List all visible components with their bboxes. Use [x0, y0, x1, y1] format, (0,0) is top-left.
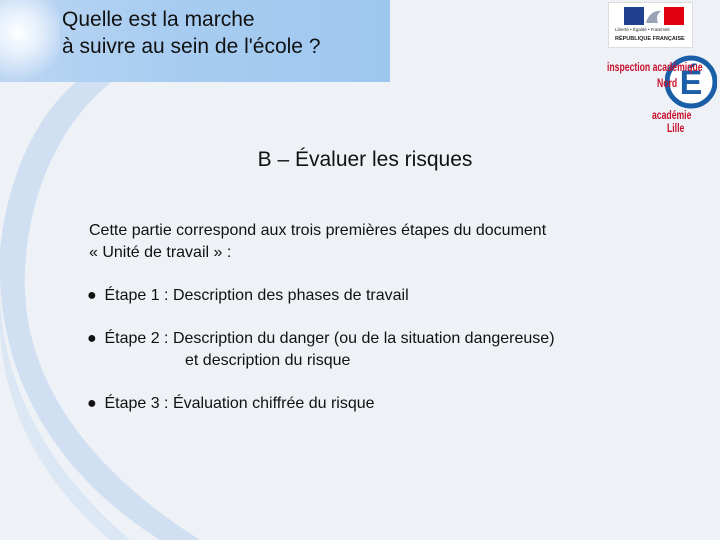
republique-francaise-logo — [608, 2, 693, 48]
nord-label: Nord — [657, 76, 678, 90]
republique-motto: Liberté • Égalité • Fraternité — [615, 27, 670, 32]
step-2-text: Étape 2 : Description du danger (ou de la situation dangereuse) — [104, 330, 555, 347]
intro-paragraph — [89, 220, 546, 264]
step-3-text: Étape 3 : Évaluation chiffrée du risque — [104, 395, 375, 412]
logos-area — [605, 2, 717, 142]
intro-line-1: Cette partie correspond aux trois premières étapes du document — [89, 222, 547, 239]
bullet-icon: ● — [87, 330, 97, 347]
marianne-flag-icon — [624, 7, 684, 25]
bullet-icon: ● — [87, 287, 97, 304]
page-title — [62, 6, 321, 60]
republique-name: RÉPUBLIQUE FRANÇAISE — [615, 36, 685, 42]
step-2-continuation: et description du risque — [185, 352, 351, 369]
list-item — [87, 328, 555, 372]
banner-decoration — [0, 0, 60, 82]
inspection-academique-label: inspection académique — [607, 60, 703, 74]
lille-label: Lille — [667, 121, 685, 135]
bullet-icon: ● — [87, 395, 97, 412]
list-item — [87, 285, 409, 307]
list-item — [87, 393, 375, 415]
section-title: B – Évaluer les risques — [257, 148, 473, 171]
page-title-line-2: à suivre au sein de l'école ? — [62, 35, 321, 58]
page-title-line-1: Quelle est la marche — [62, 8, 255, 31]
academie-emblem-letter: É — [679, 64, 703, 102]
title-banner — [0, 0, 390, 82]
step-1-text: Étape 1 : Description des phases de travail — [104, 287, 409, 304]
academie-label: académie — [652, 108, 692, 122]
academie-logo — [605, 50, 717, 140]
intro-line-2: « Unité de travail » : — [89, 244, 232, 261]
